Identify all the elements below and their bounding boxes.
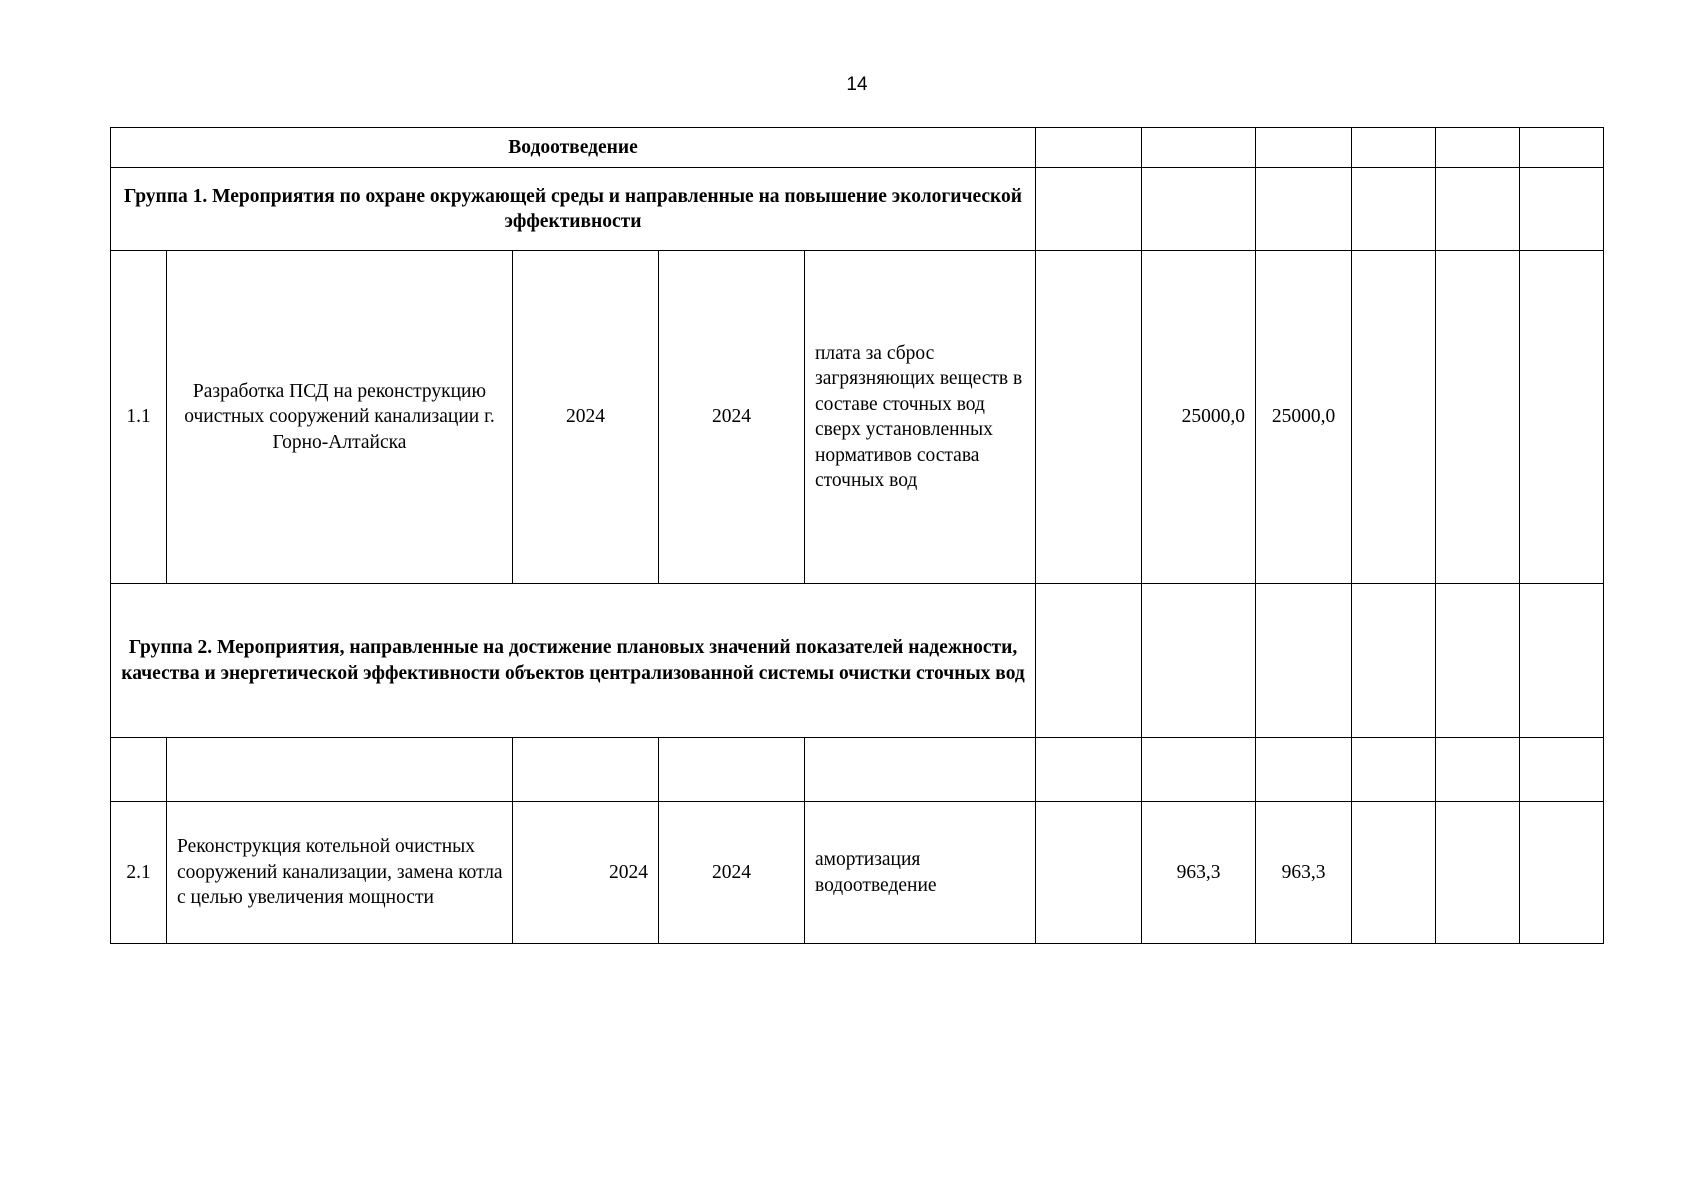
empty-cell	[111, 738, 167, 802]
empty-cell	[1142, 738, 1256, 802]
section-title: Водоотведение	[111, 128, 1036, 168]
empty-cell	[1036, 738, 1142, 802]
empty-cell	[1142, 128, 1256, 168]
section-header-row	[111, 128, 1604, 168]
empty-cell	[1256, 128, 1352, 168]
start-year: 2024	[513, 802, 659, 944]
total-cost: 25000,0	[1142, 251, 1256, 584]
empty-cell	[1436, 128, 1520, 168]
group2-title: Группа 2. Мероприятия, направленные на достижение плановых значений показателей надежности, качества и энергетической эффективности объектов централизованной системы очистки сточных вод	[111, 584, 1036, 738]
cost-2024: 963,3	[1256, 802, 1352, 944]
empty-cell	[1520, 128, 1604, 168]
total-cost: 963,3	[1142, 802, 1256, 944]
start-year: 2024	[513, 251, 659, 584]
empty-cell	[1520, 738, 1604, 802]
empty-cell	[1436, 584, 1520, 738]
empty-cell	[1256, 584, 1352, 738]
page-number: 14	[846, 74, 868, 95]
empty-cell	[1036, 168, 1142, 251]
value-cell	[1436, 802, 1520, 944]
empty-cell	[1142, 168, 1256, 251]
measure-name: Реконструкция котельной очистных сооружений канализации, замена котла с целью увеличения мощности	[167, 802, 513, 944]
empty-cell	[1436, 738, 1520, 802]
funding-source: плата за сброс загрязняющих веществ в составе сточных вод сверх установленных нормативов состава сточных вод	[805, 251, 1036, 584]
group-title-row	[111, 168, 1604, 251]
row-number: 1.1	[111, 251, 167, 584]
empty-cell	[805, 738, 1036, 802]
empty-cell	[1520, 168, 1604, 251]
value-cell	[1436, 251, 1520, 584]
value-cell	[1036, 251, 1142, 584]
value-cell	[1036, 802, 1142, 944]
table-row	[111, 251, 1604, 584]
empty-cell	[1436, 168, 1520, 251]
measure-name: Разработка ПСД на реконструкцию очистных сооружений канализации г. Горно-Алтайска	[167, 251, 513, 584]
empty-cell	[167, 738, 513, 802]
value-cell	[1520, 802, 1604, 944]
empty-cell	[659, 738, 805, 802]
empty-cell	[1256, 168, 1352, 251]
empty-cell	[1520, 584, 1604, 738]
empty-cell	[1256, 738, 1352, 802]
cost-2024: 25000,0	[1256, 251, 1352, 584]
empty-cell	[1352, 738, 1436, 802]
empty-cell	[1036, 128, 1142, 168]
row-number: 2.1	[111, 802, 167, 944]
empty-cell	[1142, 584, 1256, 738]
group1-title: Группа 1. Мероприятия по охране окружающей среды и направленные на повышение экологической эффективности	[111, 168, 1036, 251]
empty-cell	[1036, 584, 1142, 738]
empty-cell	[1352, 168, 1436, 251]
end-year: 2024	[659, 251, 805, 584]
empty-cell	[513, 738, 659, 802]
value-cell	[1352, 251, 1436, 584]
end-year: 2024	[659, 802, 805, 944]
investment-table	[110, 127, 1604, 944]
table-row	[111, 802, 1604, 944]
group-title-row	[111, 584, 1604, 738]
funding-source: амортизация водоотведение	[805, 802, 1036, 944]
empty-cell	[1352, 128, 1436, 168]
empty-row	[111, 738, 1604, 802]
empty-cell	[1352, 584, 1436, 738]
value-cell	[1352, 802, 1436, 944]
value-cell	[1520, 251, 1604, 584]
